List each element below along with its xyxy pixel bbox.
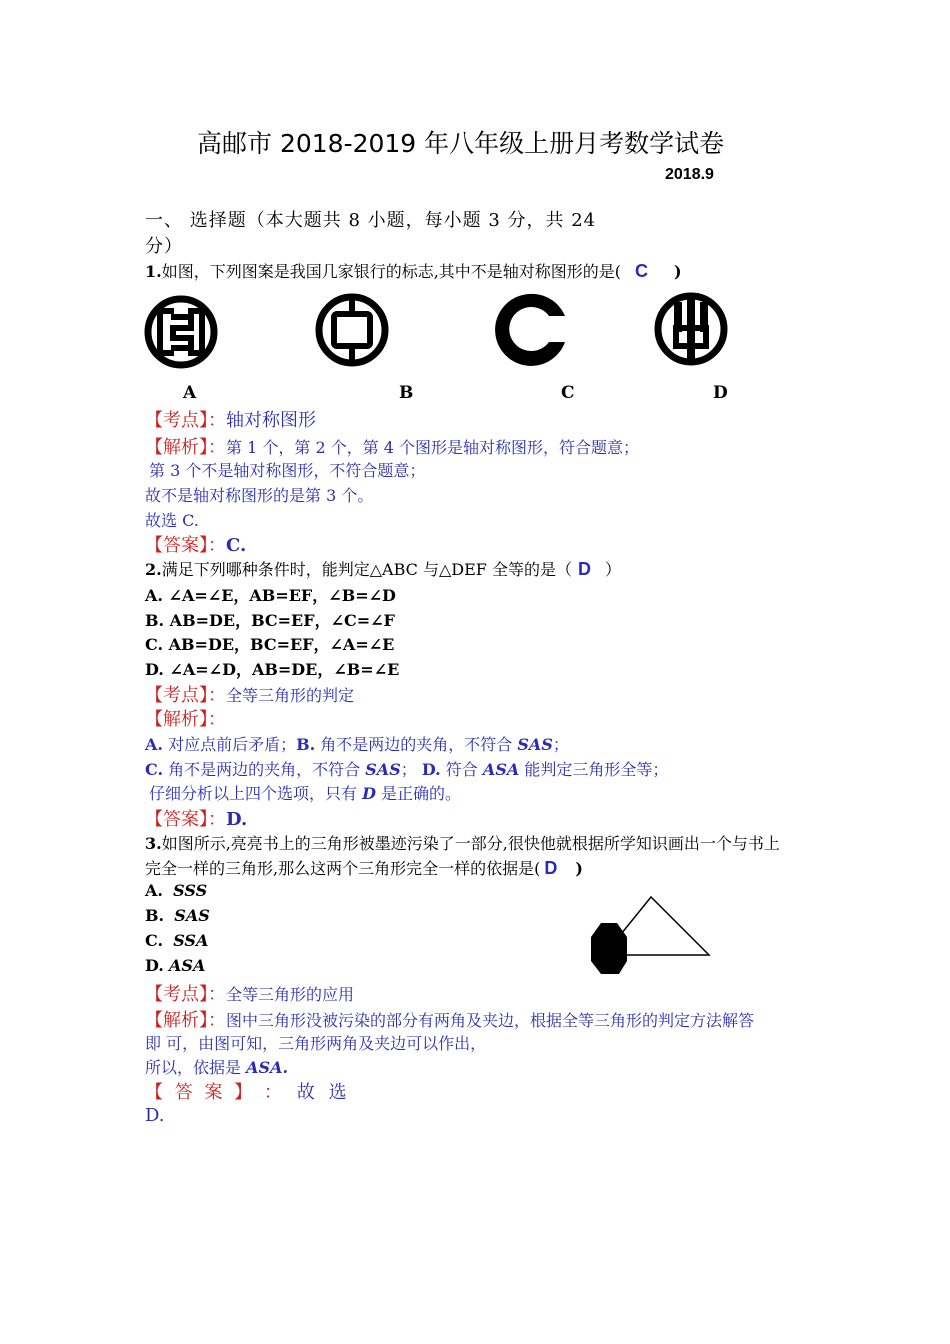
q3-answer: D — [544, 858, 558, 878]
q2-jiexi-sas2: SAS — [365, 760, 401, 779]
q3-kaodian-text: 全等三角形的应用 — [226, 985, 355, 1004]
q2-jiexi-line1 — [145, 732, 569, 755]
q2-jiexi-c: C. — [145, 760, 164, 779]
q1-daan — [145, 531, 246, 557]
q3-stem-line1 — [145, 831, 780, 854]
section-heading: 一、 选择题（本大题共 8 小题，每小题 3 分，共 24 — [145, 210, 597, 231]
q3-option-b-letter: B. — [145, 906, 165, 925]
q3-close: ) — [575, 859, 583, 878]
q3-text2: 完全一样的三角形,那么这两个三角形完全一样的依据是( — [145, 859, 541, 878]
q2-jiexi-a-text: 对应点前后矛盾； — [162, 735, 297, 754]
q3-option-c-letter: C. — [145, 931, 164, 950]
q2-daan-tag: 【答案】： — [145, 809, 226, 830]
q1-jiexi — [145, 433, 639, 459]
q2-jiexi-b: B. — [296, 735, 316, 754]
q2-jiexi-sas: SAS — [517, 735, 553, 754]
q1-daan-tag: 【答案】： — [145, 535, 226, 556]
q3-jiexi-line1: 图中三角形没被污染的部分有两角及夹边，根据全等三角形的判定方法解答 — [226, 1011, 755, 1030]
q3-option-d-letter: D. — [145, 956, 164, 975]
q2-text: 满足下列哪种条件时，能判定△ABC 与△DEF 全等的是（ — [161, 560, 572, 579]
q2-jiexi-line2 — [145, 757, 668, 780]
q3-kaodian-tag: 【考点】： — [145, 984, 226, 1005]
q1-kaodian — [145, 406, 316, 432]
q1-answer: C — [635, 261, 649, 281]
q1-kaodian-tag: 【考点】： — [145, 410, 226, 431]
q3-jiexi-conclusion: 所以，依据是 — [145, 1058, 247, 1077]
q2-kaodian — [145, 681, 354, 707]
q2-jiexi-summary: 仔细分析以上四个选项，只有 — [149, 784, 363, 803]
q3-option-d-text: ASA — [168, 956, 206, 975]
q2-jiexi-d-end: 能判定三角形全等； — [519, 760, 669, 779]
q2-jiexi-line3 — [149, 781, 461, 804]
q2-option-c: C. AB=DE，BC=EF，∠A=∠E — [145, 635, 395, 654]
ccb-logo-icon — [489, 290, 569, 370]
exam-date: 2018.9 — [665, 166, 714, 183]
q2-jiexi-sep: ； — [552, 735, 569, 754]
q3-text1: 如图所示,亮亮书上的三角形被墨迹污染了一部分,很快他就根据所学知识画出一个与书上 — [161, 834, 780, 853]
q2-jiexi-sep2: ； — [400, 760, 422, 779]
section-heading-cont: 分） — [145, 236, 183, 257]
q3-option-d — [145, 956, 205, 975]
q1-kaodian-text: 轴对称图形 — [226, 410, 316, 431]
q1-text: 如图，下列图案是我国几家银行的标志,其中不是轴对称图形的是( — [161, 262, 622, 281]
q2-kaodian-tag: 【考点】： — [145, 685, 226, 706]
q3-daan — [145, 1078, 351, 1104]
q2-jiexi-d-text: 符合 — [440, 760, 483, 779]
q1-jiexi-line3: 故不是轴对称图形的是第 3 个。 — [145, 486, 374, 505]
q2-jiexi-d: D. — [421, 760, 441, 779]
q2-jiexi-c-text: 角不是两边的夹角，不符合 — [163, 760, 366, 779]
q2-stem — [145, 557, 621, 580]
q1-stem — [145, 259, 682, 282]
q1-jiexi-tag: 【解析】： — [145, 437, 226, 458]
abc-logo-icon — [652, 288, 730, 370]
q1-label-a: A — [183, 383, 197, 403]
ink-stained-triangle-figure — [585, 892, 715, 978]
q2-jiexi-correct: D — [362, 784, 376, 803]
q3-option-b — [145, 906, 210, 925]
q2-kaodian-text: 全等三角形的判定 — [226, 686, 355, 705]
icbc-logo-icon — [143, 292, 219, 372]
q2-option-d: D. ∠A=∠D，AB=DE，∠B=∠E — [145, 660, 400, 679]
q3-jiexi — [145, 1006, 754, 1032]
boc-logo-icon — [313, 290, 391, 370]
q1-label-c: C — [561, 383, 575, 403]
q2-daan — [145, 805, 247, 831]
q1-label-b: B — [399, 383, 414, 403]
q3-option-c-text: SSA — [173, 931, 209, 950]
q3-option-c — [145, 931, 208, 950]
q2-jiexi-asa: ASA — [482, 760, 520, 779]
q3-daan-text: 故 选 — [296, 1082, 351, 1103]
q2-answer: D — [577, 559, 591, 579]
q3-jiexi-line3 — [145, 1055, 288, 1078]
q2-option-b: B. AB=DE，BC=EF，∠C=∠F — [145, 611, 395, 630]
q2-jiexi-b-text: 角不是两边的夹角，不符合 — [315, 735, 518, 754]
q3-option-a — [145, 881, 207, 900]
q1-label-d: D — [713, 383, 728, 403]
q1-jiexi-line2: 第 3 个不是轴对称图形，不符合题意； — [149, 461, 426, 480]
q3-stem-line2 — [145, 856, 583, 879]
q3-option-b-text: SAS — [174, 906, 210, 925]
q1-daan-text: C. — [226, 535, 247, 556]
q3-jiexi-tag: 【解析】： — [145, 1010, 226, 1031]
q2-number: 2. — [145, 560, 162, 579]
q3-daan-tag: 【 答 案 】 ： — [145, 1082, 285, 1103]
page-title: 高邮市 2018-2019 年八年级上册月考数学试卷 — [197, 129, 725, 158]
q3-kaodian — [145, 980, 354, 1006]
q2-daan-text: D. — [226, 809, 248, 830]
q2-jiexi-tag: 【解析】： — [145, 709, 226, 730]
q3-jiexi-line2: 即 可，由图可知，三角形两角及夹边可以作出， — [145, 1034, 487, 1053]
q2-jiexi-summary-end: 是正确的。 — [375, 784, 462, 803]
q1-close: ) — [674, 262, 682, 281]
q1-number: 1. — [145, 262, 162, 281]
q1-jiexi-line4: 故选 C. — [145, 511, 199, 530]
q3-option-a-text: SSS — [173, 881, 208, 900]
q3-number: 3. — [145, 834, 162, 853]
q2-jiexi-a: A. — [145, 735, 163, 754]
q2-close: ） — [604, 560, 621, 579]
q1-jiexi-line1: 第 1 个，第 2 个，第 4 个图形是轴对称图形，符合题意； — [226, 438, 640, 457]
q3-jiexi-asa: ASA. — [246, 1058, 289, 1077]
q2-option-a: A. ∠A=∠E，AB=EF，∠B=∠D — [145, 586, 396, 605]
q3-option-a-letter: A. — [145, 881, 163, 900]
q3-daan-final: D. — [145, 1105, 165, 1126]
